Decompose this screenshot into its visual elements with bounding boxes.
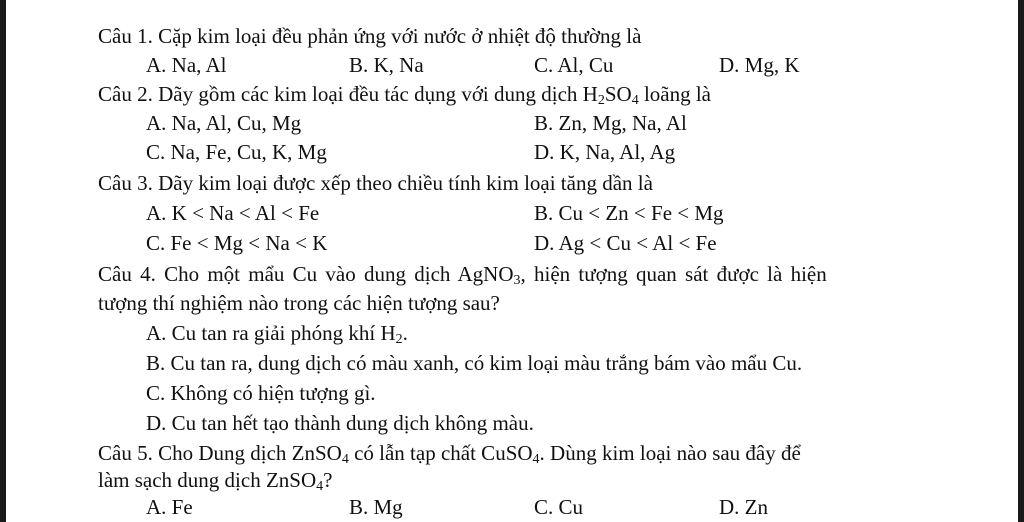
q2-option-b: B. Zn, Mg, Na, Al <box>534 111 687 135</box>
question-4-line-1: Câu 4. Cho một mẩu Cu vào dung dịch AgNO$_3$, hiện tượng quan sát được là hiện <box>98 262 827 288</box>
q3-option-a: A. K < Na < Al < Fe <box>146 201 320 225</box>
q5-option-d: D. Zn <box>719 495 768 519</box>
q4-option-d: D. Cu tan hết tạo thành dung dịch không màu. <box>146 411 534 435</box>
q1-option-d: D. Mg, K <box>719 53 800 77</box>
question-5-line-1: Câu 5. Cho Dung dịch ZnSO$_4$ có lẫn tạp chất CuSO$_4$. Dùng kim loại nào sau đây để <box>98 441 801 467</box>
right-border <box>1018 0 1024 522</box>
q5-option-a: A. Fe <box>146 495 193 519</box>
q5-option-b: B. Mg <box>349 495 403 519</box>
q3-option-d: D. Ag < Cu < Al < Fe <box>534 231 717 255</box>
question-3: Câu 3. Dãy kim loại được xếp theo chiều tính kim loại tăng dần là <box>98 171 653 195</box>
question-2: Câu 2. Dãy gồm các kim loại đều tác dụng với dung dịch $H_2SO_4$ loãng là <box>98 82 711 108</box>
question-4-line-2: tượng thí nghiệm nào trong các hiện tượng sau? <box>98 291 500 315</box>
q1-option-c: C. Al, Cu <box>534 53 614 77</box>
q2-option-d: D. K, Na, Al, Ag <box>534 140 676 164</box>
question-5-line-2: làm sạch dung dịch ZnSO$_4$? <box>98 468 333 494</box>
q4-option-c: C. Không có hiện tượng gì. <box>146 381 376 405</box>
q2-option-c: C. Na, Fe, Cu, K, Mg <box>146 140 327 164</box>
q3-option-b: B. Cu < Zn < Fe < Mg <box>534 201 724 225</box>
q1-option-b: B. K, Na <box>349 53 424 77</box>
q4-option-b: B. Cu tan ra, dung dịch có màu xanh, có kim loại màu trắng bám vào mẩu Cu. <box>146 351 803 375</box>
q5-option-c: C. Cu <box>534 495 584 519</box>
q2-option-a: A. Na, Al, Cu, Mg <box>146 111 302 135</box>
q1-option-a: A. Na, Al <box>146 53 227 77</box>
q3-option-c: C. Fe < Mg < Na < K <box>146 231 328 255</box>
q4-option-a: A. Cu tan ra giải phóng khí $H_2$. <box>146 321 408 347</box>
left-border <box>0 0 6 522</box>
question-1: Câu 1. Cặp kim loại đều phản ứng với nước ở nhiệt độ thường là <box>98 24 642 48</box>
